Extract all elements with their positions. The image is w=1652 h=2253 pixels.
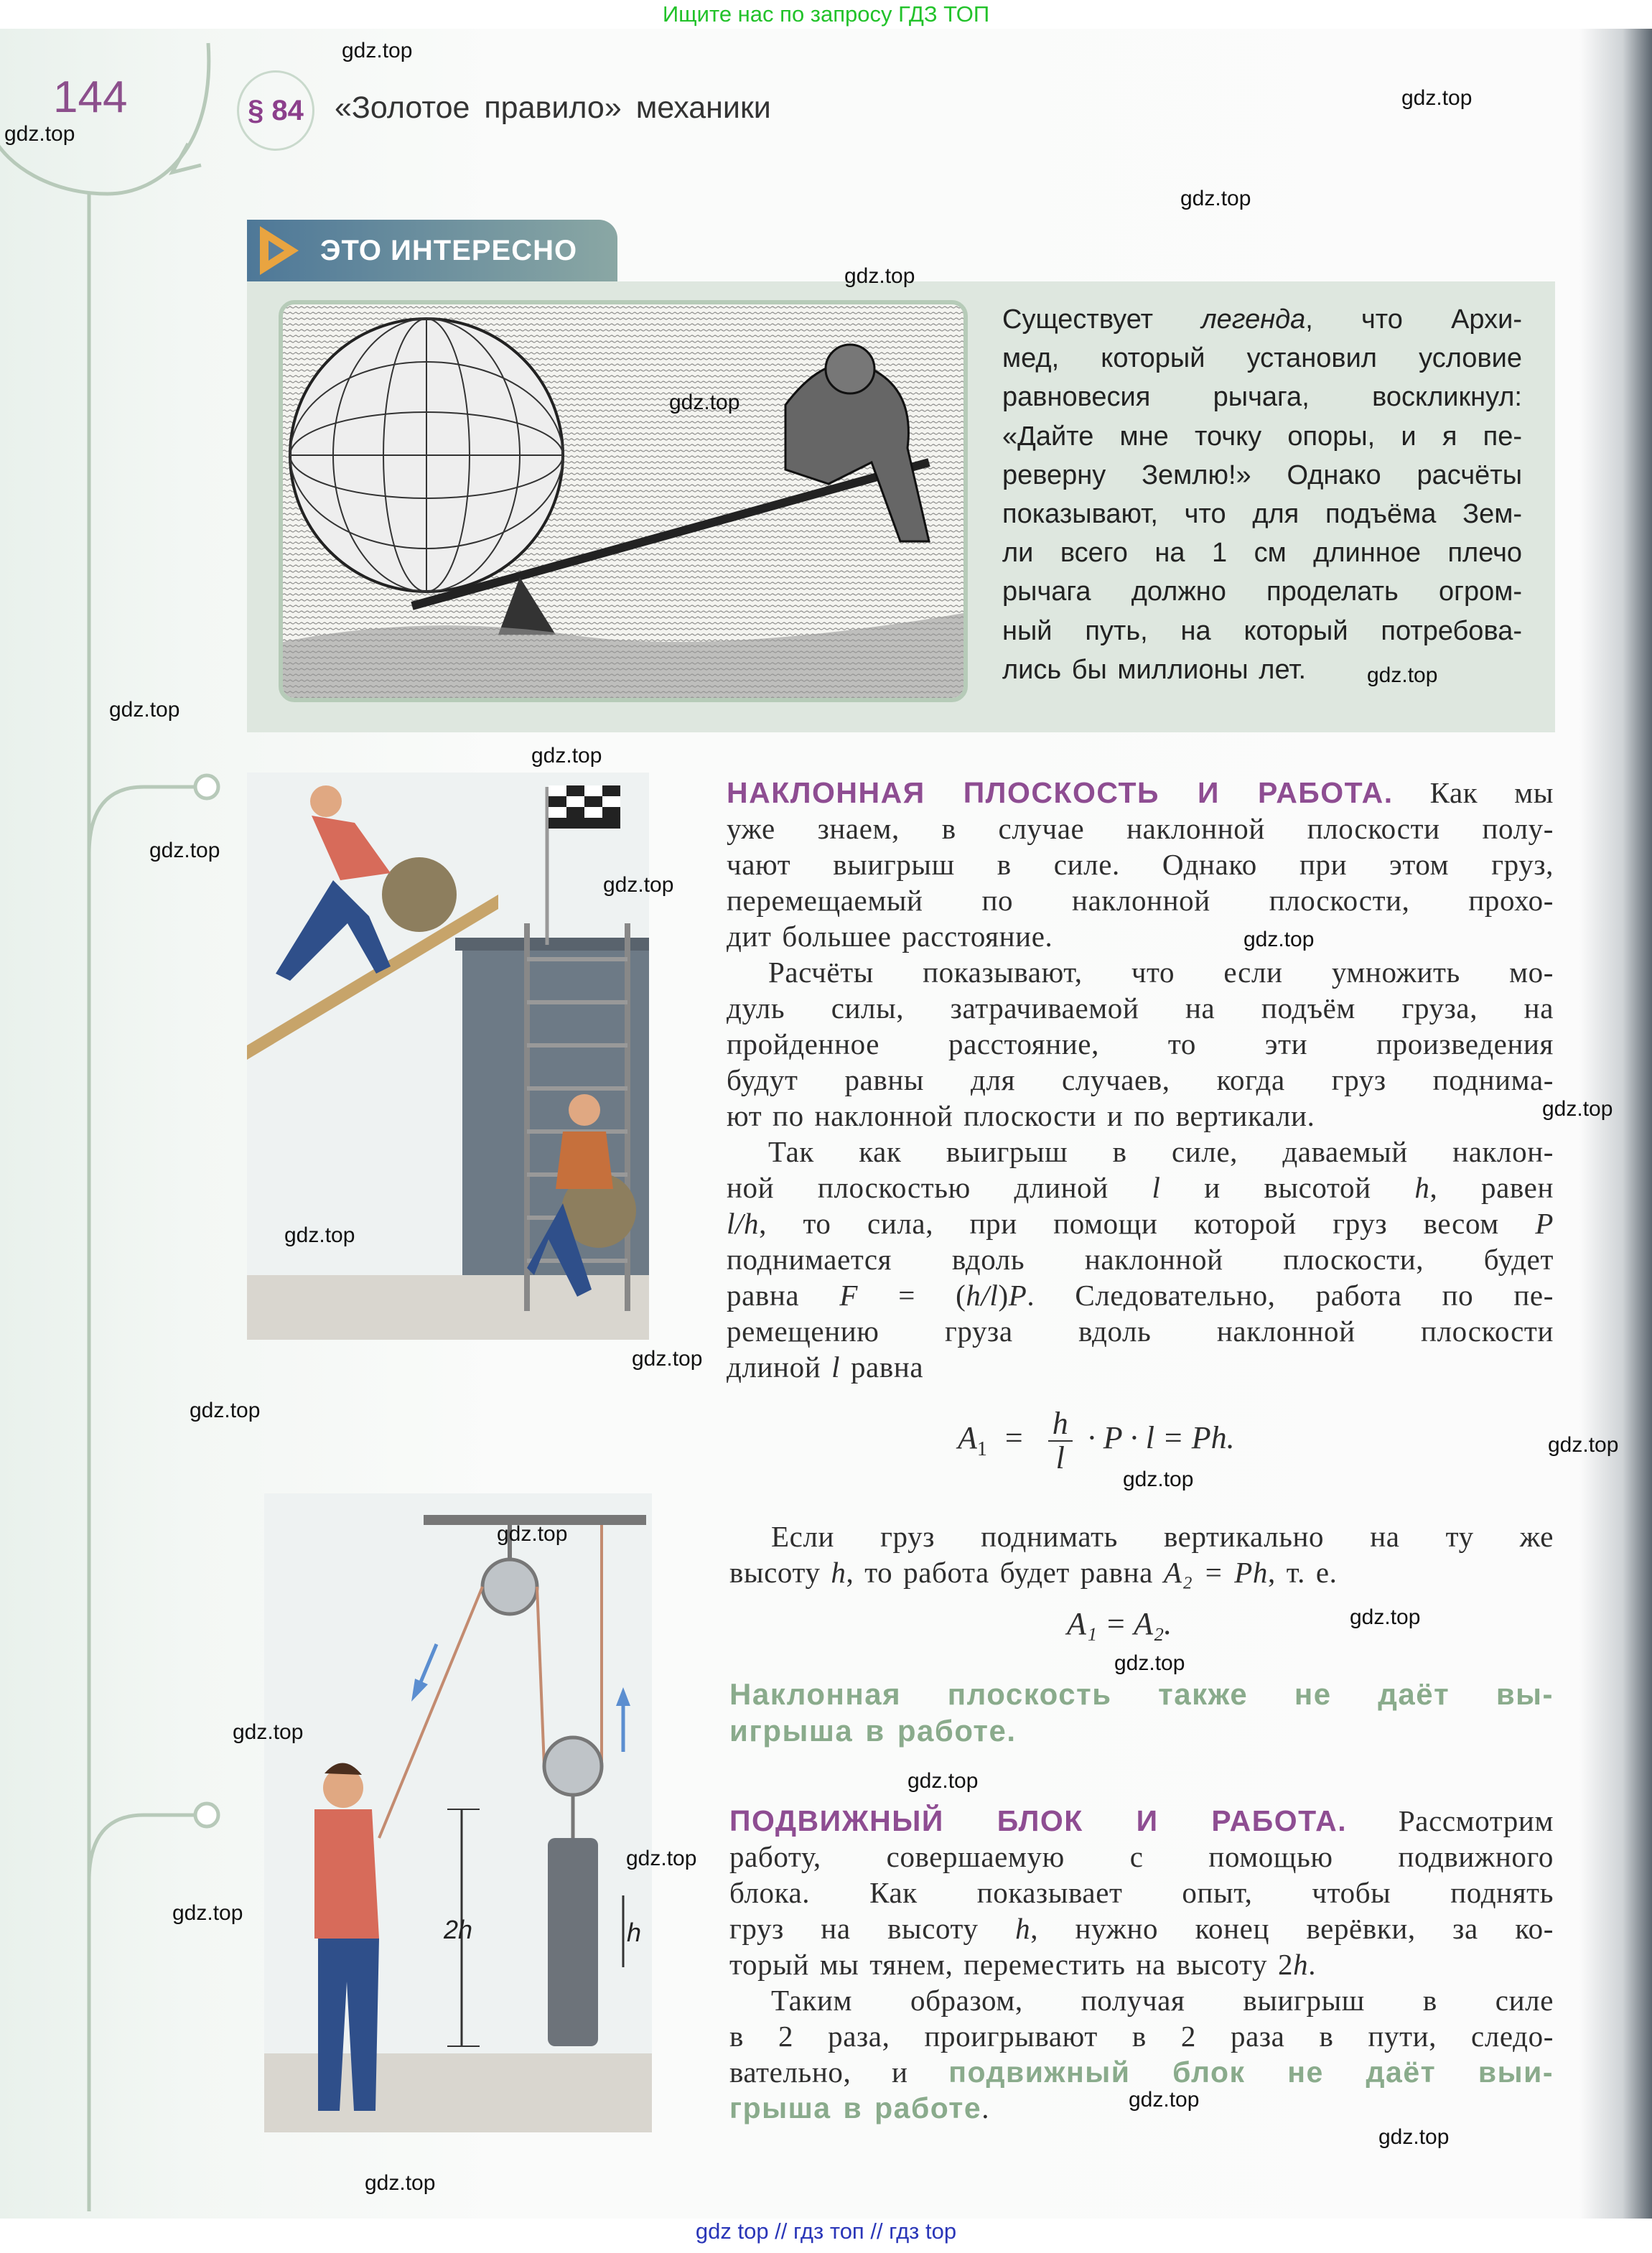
italic-term: h	[831, 1556, 846, 1589]
formula-rest: · P · l = Ph.	[1087, 1420, 1235, 1456]
text-line	[1002, 378, 1522, 416]
watermark: gdz.top	[109, 698, 180, 722]
key-statement: Наклонная плоскость также не даёт вы-	[729, 1677, 1554, 1711]
text-segment: Так как выигрыш в силе, даваемый наклон-	[768, 1135, 1554, 1168]
italic-term: h	[1293, 1948, 1309, 1981]
inclined-plane-figure	[247, 773, 649, 1340]
text-line	[727, 811, 1554, 846]
text-segment: вательно, и	[729, 2056, 949, 2089]
italic-term: l	[1152, 1171, 1161, 1204]
text-segment: .	[1308, 1948, 1317, 1981]
text-segment: , нужно конец верёвки, за ко-	[1030, 1912, 1554, 1945]
text-line	[729, 1911, 1554, 1946]
watermark: gdz.top	[149, 839, 220, 862]
text-line	[727, 1134, 1554, 1170]
text-segment: груз на высоту	[729, 1912, 1016, 1945]
page-number: 144	[53, 73, 128, 122]
text-line	[1002, 417, 1522, 456]
text-segment: .	[981, 2091, 990, 2124]
section-heading: ПОДВИЖНЫЙ БЛОК И РАБОТА.	[729, 1804, 1348, 1837]
text-line	[1002, 495, 1522, 533]
watermark: gdz.top	[1350, 1605, 1421, 1629]
movable-pulley-text	[729, 1803, 1554, 2126]
tab-label: ЭТО ИНТЕРЕСНО	[320, 234, 578, 266]
fraction-den: l	[1055, 1440, 1065, 1475]
text-line	[1002, 339, 1522, 378]
text-line	[729, 2018, 1554, 2054]
watermark: gdz.top	[1114, 1651, 1185, 1675]
text-segment: , то работа будет равна	[846, 1556, 1164, 1589]
decorative-rail	[0, 29, 244, 2219]
text-segment: реверну Землю!» Однако расчёты	[1002, 460, 1522, 490]
text-segment: «Дайте мне точку опоры, и я пе-	[1002, 421, 1522, 452]
text-segment: , то сила, при помощи которой груз весом	[759, 1207, 1536, 1240]
inclined-plane-text	[727, 775, 1554, 1385]
page-title: «Золотое правило» механики	[335, 90, 771, 125]
inclined-conclusion	[729, 1676, 1554, 1750]
key-statement: игрыша в работе.	[729, 1714, 1017, 1748]
watermark: gdz.top	[1129, 2088, 1200, 2112]
watermark: gdz.top	[284, 1223, 355, 1247]
text-line	[727, 1062, 1554, 1098]
text-segment: = (	[858, 1279, 966, 1312]
italic-term: h	[1015, 1912, 1031, 1945]
text-segment: , что Архи-	[1305, 304, 1523, 335]
watermark: gdz.top	[1243, 928, 1315, 951]
text-line	[1002, 572, 1522, 611]
watermark: gdz.top	[632, 1347, 703, 1371]
formula-lhs-sub: 1	[976, 1437, 987, 1460]
text-segment: и высотой	[1160, 1171, 1415, 1204]
text-segment: ли всего на 1 см длинное плечо	[1002, 538, 1522, 569]
watermark: gdz.top	[844, 264, 915, 288]
key-statement: подвижный блок не даёт выи-	[948, 2056, 1554, 2089]
italic-term: P	[1535, 1207, 1554, 1240]
text-segment: равновесия рычага, воскликнул:	[1002, 382, 1522, 413]
text-line	[727, 918, 1554, 954]
text-segment: мед, который установил условие	[1002, 343, 1522, 374]
watermark: gdz.top	[531, 744, 602, 768]
text-segment: торый мы тянем, переместить на высоту 2	[729, 1948, 1294, 1981]
text-segment: блока. Как показывает опыт, чтобы поднять	[729, 1876, 1554, 1909]
text-line	[729, 1519, 1554, 1554]
watermark: gdz.top	[1123, 1468, 1194, 1491]
formula-lhs: A	[958, 1420, 977, 1456]
text-line	[729, 1676, 1554, 1713]
watermark: gdz.top	[1548, 1433, 1619, 1457]
italic-term: h/l	[966, 1279, 999, 1312]
text-line	[727, 1313, 1554, 1349]
text-line	[729, 2054, 1554, 2090]
text-segment: показывают, что для подъёма Зем-	[1002, 499, 1522, 530]
text-line	[727, 846, 1554, 882]
text-line	[727, 990, 1554, 1026]
watermark: gdz.top	[172, 1901, 243, 1925]
text-line	[727, 1205, 1554, 1241]
text-segment: Если груз поднимать вертикально на ту же	[771, 1520, 1554, 1553]
watermark: gdz.top	[1542, 1097, 1613, 1121]
text-line	[729, 1554, 1554, 1590]
watermark: gdz.top	[907, 1769, 979, 1793]
formula-eq: =	[1004, 1420, 1023, 1456]
text-line	[727, 1098, 1554, 1134]
archimedes-engraving	[279, 300, 968, 702]
label-h: h	[627, 1918, 642, 1947]
text-segment: Рассмотрим	[1347, 1804, 1554, 1837]
text-segment: . Следовательно, работа по пе-	[1027, 1279, 1554, 1312]
text-segment: равна	[840, 1351, 924, 1384]
text-segment: ют по наклонной плоскости и по вертикали.	[727, 1099, 1315, 1132]
text-line	[727, 1026, 1554, 1062]
watermark: gdz.top	[626, 1847, 697, 1870]
text-segment: чают выигрыш в силе. Однако при этом груз,	[727, 848, 1554, 881]
label-2h: 2h	[444, 1915, 473, 1944]
text-segment: , т. е.	[1268, 1556, 1338, 1589]
watermark: gdz.top	[4, 122, 75, 146]
interesting-tab	[247, 220, 617, 281]
watermark: gdz.top	[1367, 663, 1438, 687]
vertical-lift-text	[729, 1519, 1554, 1590]
watermark: gdz.top	[603, 873, 674, 897]
text-segment: ной плоскостью длиной	[727, 1171, 1152, 1204]
watermark: gdz.top	[233, 1720, 304, 1744]
text-segment: Существует	[1002, 304, 1202, 335]
italic-term: l	[831, 1351, 841, 1384]
search-banner[interactable]: Ищите нас по запросу ГДЗ ТОП	[662, 1, 990, 27]
text-line	[727, 1349, 1554, 1385]
formula-work-inclined	[958, 1407, 1235, 1475]
fraction-num: h	[1052, 1406, 1068, 1441]
text-line	[729, 1803, 1554, 1839]
paragraph-badge: § 84	[237, 70, 314, 151]
text-line	[1002, 533, 1522, 572]
text-segment: ремещению груза вдоль наклонной плоскости	[727, 1315, 1554, 1348]
play-triangle-icon	[256, 222, 303, 279]
watermark: gdz.top	[365, 2171, 436, 2195]
text-segment: равна	[727, 1279, 840, 1312]
text-segment: длиной	[727, 1351, 832, 1384]
text-segment: уже знаем, в случае наклонной плоскости полу-	[727, 812, 1554, 845]
movable-pulley-figure	[264, 1493, 652, 2132]
text-line	[727, 954, 1554, 990]
text-line	[1002, 300, 1522, 339]
fraction-h-over-l	[1048, 1407, 1073, 1475]
text-line	[727, 882, 1554, 918]
text-segment: , равен	[1429, 1171, 1554, 1204]
text-line	[727, 1241, 1554, 1277]
watermark: gdz.top	[669, 391, 740, 414]
italic-term: P	[1008, 1279, 1027, 1312]
text-segment: ный путь, на который потребова-	[1002, 615, 1522, 646]
text-segment: пройденное расстояние, то эти произведения	[727, 1027, 1554, 1060]
footer-links[interactable]: gdz top // гдз топ // гдз top	[695, 2219, 957, 2244]
watermark: gdz.top	[1378, 2125, 1450, 2149]
text-line	[729, 1946, 1554, 1982]
italic-term: F	[839, 1279, 859, 1312]
text-segment: будут равны для случаев, когда груз поднима-	[727, 1063, 1554, 1096]
text-segment: в 2 раза, проигрывают в 2 раза в пути, следо-	[729, 2020, 1554, 2053]
watermark: gdz.top	[497, 1522, 568, 1546]
italic-term: A₂ = Ph	[1163, 1556, 1269, 1589]
text-segment: рычага должно проделать огром-	[1002, 577, 1522, 607]
section-heading: НАКЛОННАЯ ПЛОСКОСТЬ И РАБОТА.	[727, 776, 1394, 809]
text-line	[729, 1875, 1554, 1911]
text-segment: работу, совершаемую с помощью подвижного	[729, 1840, 1554, 1873]
text-line	[729, 1982, 1554, 2018]
text-segment: Расчёты показывают, что если умножить мо-	[768, 956, 1554, 989]
italic-term: h	[1414, 1171, 1430, 1204]
text-line	[1002, 650, 1522, 689]
text-line	[729, 1839, 1554, 1875]
italic-term: l/h	[727, 1207, 760, 1240]
key-statement: грыша в работе	[729, 2091, 982, 2124]
text-segment: высоту	[729, 1556, 831, 1589]
text-segment: поднимается вдоль наклонной плоскости, будет	[727, 1243, 1554, 1276]
text-line	[729, 1713, 1554, 1750]
legend-text	[1002, 300, 1522, 689]
text-segment: Таким образом, получая выигрыш в силе	[771, 1984, 1554, 2017]
text-line	[727, 775, 1554, 811]
text-line	[727, 1277, 1554, 1313]
text-line	[727, 1170, 1554, 1205]
watermark: gdz.top	[1401, 86, 1473, 110]
text-segment: дуль силы, затрачиваемой на подъём груза, на	[727, 992, 1554, 1025]
formula-equal-work: A₁ = A₂.	[1067, 1606, 1172, 1641]
watermark: gdz.top	[190, 1399, 261, 1422]
watermark: gdz.top	[1180, 187, 1251, 210]
text-segment: Как мы	[1393, 776, 1554, 809]
text-line	[1002, 456, 1522, 495]
text-segment: лись бы миллионы лет.	[1002, 654, 1307, 685]
text-segment: перемещаемый по наклонной плоскости, прохо-	[727, 884, 1554, 917]
italic-term: легенда	[1201, 304, 1306, 335]
text-line	[1002, 612, 1522, 650]
watermark: gdz.top	[342, 39, 413, 62]
text-segment: дит большее расстояние.	[727, 920, 1053, 953]
text-segment: )	[998, 1279, 1009, 1312]
